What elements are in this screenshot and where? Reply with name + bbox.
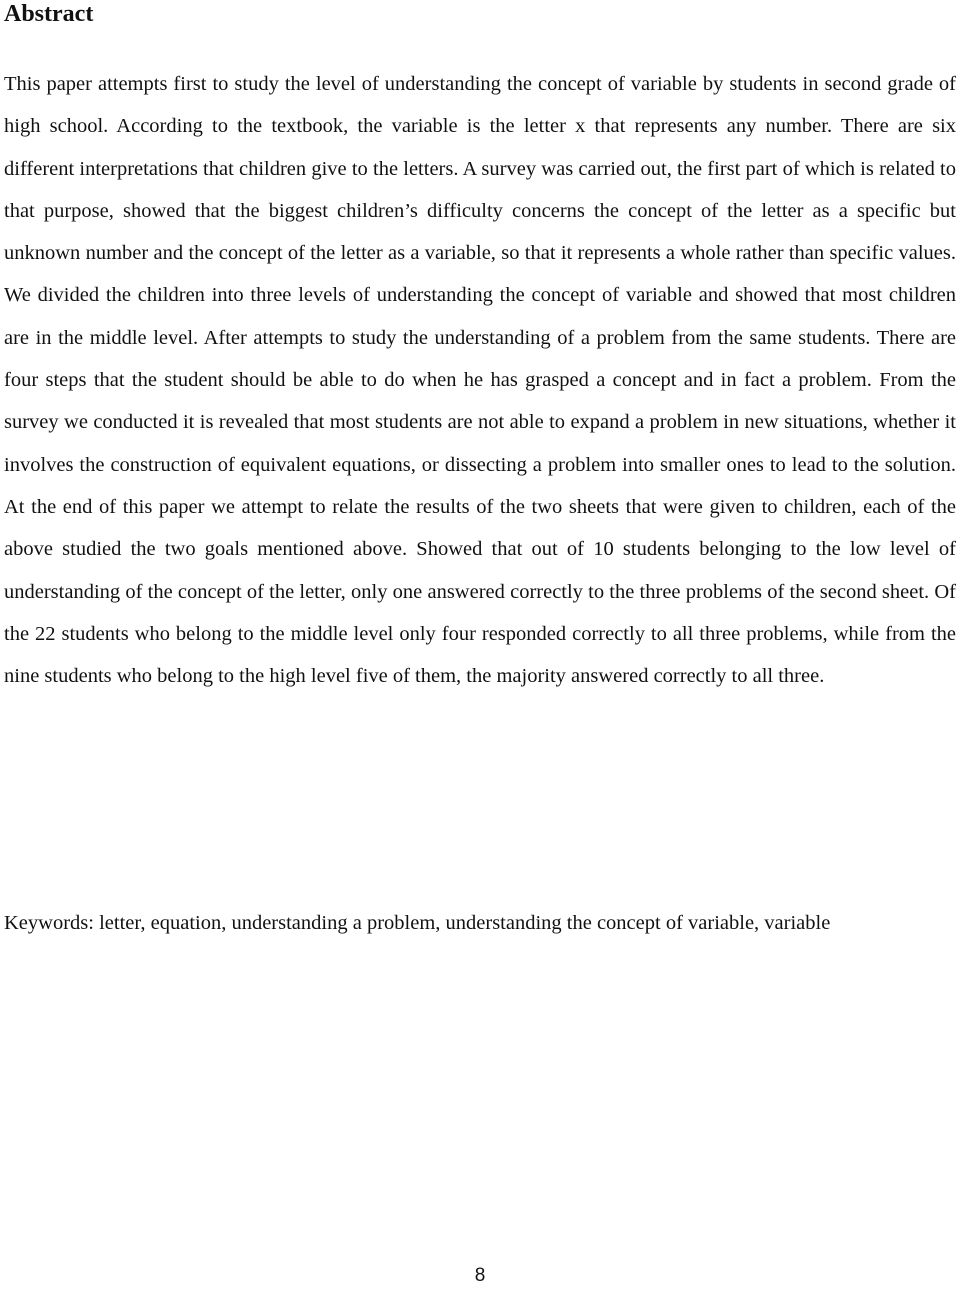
abstract-heading: Abstract — [4, 1, 94, 27]
page-number: 8 — [474, 1265, 486, 1286]
keywords-paragraph: Keywords: letter, equation, understanding a problem, understanding the concept of variable, variable — [4, 912, 831, 934]
abstract-paragraph: This paper attempts first to study the level of understanding the concept of variable by students in second grade of high school. According to the textbook, the variable is the letter x that represents any number. There are six different interpretations that children give to the letters. A survey was carried out, the first part of which is related to that purpose, showed that the biggest children’s difficulty concerns the concept of the letter as a specific but unknown number and the concept of the letter as a variable, so that it represents a whole rather than specific values. We divided the children into three levels of understanding the concept of variable and showed that most children are in the middle level. After attempts to study the understanding of a problem from the same students. There are four steps that the student should be able to do when he has grasped a concept and in fact a problem. From the survey we conducted it is revealed that most students are not able to expand a problem in new situations, whether it involves the construction of equivalent equations, or dissecting a problem into smaller ones to lead to the solution. At the end of this paper we attempt to relate the results of the two sheets that were given to children, each of the above studied the two goals mentioned above. Showed that out of 10 students belonging to the low level of understanding of the concept of the letter, only one answered correctly to the three problems of the second sheet. Of the 22 students who belong to the middle level only four responded correctly to all three problems, while from the nine students who belong to the high level five of them, the majority answered correctly to all three. — [4, 73, 956, 688]
